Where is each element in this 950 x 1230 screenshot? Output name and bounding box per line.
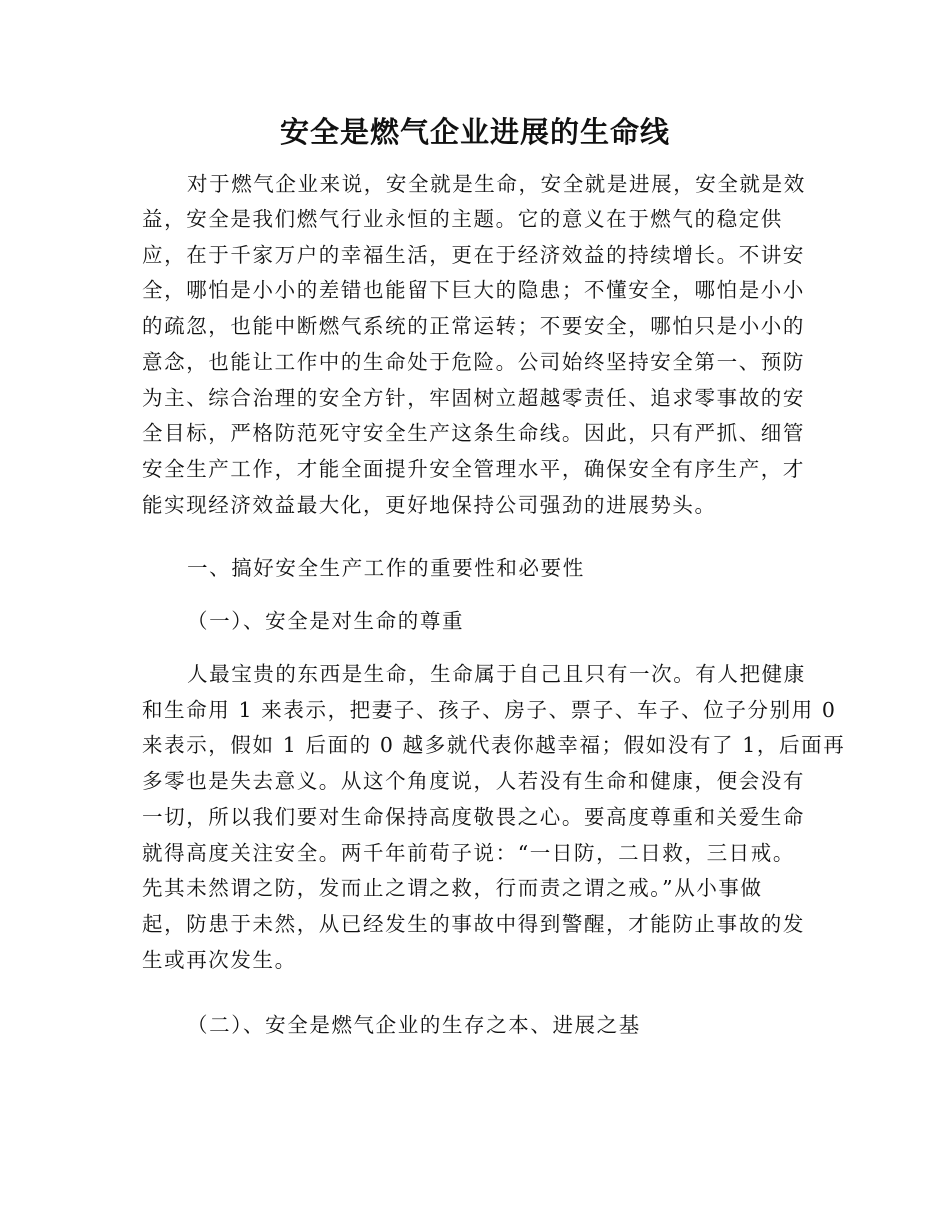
paragraph-line: 的疏忽，也能中断燃气系统的正常运转；不要安全，哪怕只是小小的 [142,314,805,338]
paragraph-line: 先其未然谓之防，发而止之谓之救，行而责之谓之戒。”从小事做 [142,876,763,900]
paragraph-line: 能实现经济效益最大化，更好地保持公司强劲的进展势头。 [142,493,717,517]
paragraph-line: 意念，也能让工作中的生命处于危险。公司始终坚持安全第一、预防 [142,350,805,374]
paragraph-line: 一切，所以我们要对生命保持高度敬畏之心。要高度尊重和关爱生命 [142,805,805,829]
paragraph-line: 全，哪怕是小小的差错也能留下巨大的隐患；不懂安全，哪怕是小小 [142,278,805,302]
paragraph-line: 安全生产工作，才能全面提升安全管理水平，确保安全有序生产，才 [142,457,805,481]
paragraph-line: 来表示，假如 1 后面的 0 越多就代表你越幸福；假如没有了 1，后面再 [142,733,846,757]
paragraph-line: 多零也是失去意义。从这个角度说，人若没有生命和健康，便会没有 [142,769,805,793]
subsection-heading: （一）、安全是对生命的尊重 [187,609,465,633]
paragraph-line: 就得高度关注安全。两千年前荀子说：“一日防，二日救，三日戒。 [142,841,795,865]
paragraph-line: 对于燃气企业来说，安全就是生命，安全就是进展，安全就是效 [187,172,806,196]
paragraph-line: 全目标，严格防范死守安全生产这条生命线。因此，只有严抓、细管 [142,421,805,445]
paragraph-line: 益，安全是我们燃气行业永恒的主题。它的意义在于燃气的稳定供 [142,207,783,231]
paragraph-line: 和生命用 1 来表示，把妻子、孩子、房子、票子、车子、位子分别用 0 [142,698,837,722]
paragraph-line: 人最宝贵的东西是生命，生命属于自己且只有一次。有人把健康 [187,662,806,686]
paragraph-line: 生或再次发生。 [142,948,297,972]
paragraph-line: 应，在于千家万户的幸福生活，更在于经济效益的持续增长。不讲安 [142,243,805,267]
section-heading: 一、搞好安全生产工作的重要性和必要性 [187,556,585,580]
subsection-heading: （二）、安全是燃气企业的生存之本、进展之基 [187,1013,641,1037]
paragraph-line: 起，防患于未然，从已经发生的事故中得到警醒，才能防止事故的发 [142,912,805,936]
document-title: 安全是燃气企业进展的生命线 [279,115,670,149]
paragraph-line: 为主、综合治理的安全方针，牢固树立超越零责任、追求零事故的安 [142,386,805,410]
